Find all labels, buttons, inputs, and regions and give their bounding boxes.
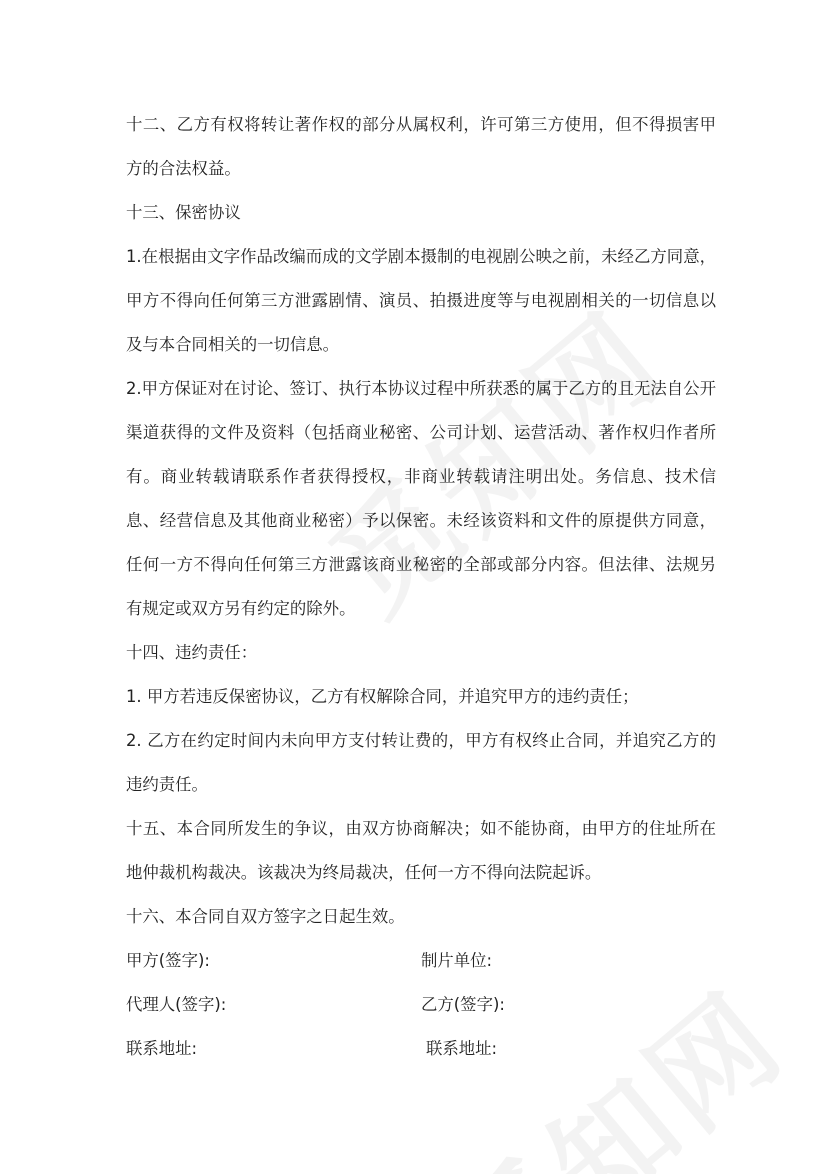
agent-signature-label: 代理人(签字): [126, 995, 227, 1014]
production-unit-label: 制片单位: [421, 951, 493, 970]
party-a-signature-label: 甲方(签字): [126, 951, 210, 970]
party-b-signature-label: 乙方(签字): [421, 995, 505, 1014]
party-a-address-label: 联系地址: [126, 1039, 198, 1058]
clause-13-item-1: 1.在根据由文字作品改编而成的文学剧本摄制的电视剧公映之前，未经乙方同意，甲方不得向任何第三方泄露剧情、演员、拍摄进度等与电视剧相关的一切信息以及与本合同相关的一切信息。 [126, 247, 716, 354]
signature-row [126, 939, 716, 983]
clause-16: 十六、本合同自双方签字之日起生效。 [126, 907, 405, 926]
clause-14-item-1: 1. 甲方若违反保密协议，乙方有权解除合同，并追究甲方的违约责任； [126, 687, 639, 706]
signature-row [126, 983, 716, 1027]
clause-12: 十二、乙方有权将转让著作权的部分从属权利，许可第三方使用，但不得损害甲方的合法权益。 [126, 115, 716, 178]
party-b-address-label: 联系地址: [426, 1039, 498, 1058]
clause-13-item-2: 2.甲方保证对在讨论、签订、执行本协议过程中所获悉的属于乙方的且无法自公开渠道获得的文件及资料（包括商业秘密、公司计划、运营活动、著作权归作者所有。商业转载请联系作者获得授权，非商业转载请注明出处。务信息、技术信息、经营信息及其他商业秘密）予以保密。未经该资料和文件的原提供方同意，任何一方不得向任何第三方泄露该商业秘密的全部或部分内容。但法律、法规另有规定或双方另有约定的除外。 [126, 379, 716, 618]
clause-13-heading: 十三、保密协议 [126, 203, 241, 222]
clause-15: 十五、本合同所发生的争议，由双方协商解决；如不能协商，由甲方的住址所在地仲裁机构裁决。该裁决为终局裁决，任何一方不得向法院起诉。 [126, 819, 716, 882]
clause-14-heading: 十四、违约责任： [126, 643, 258, 662]
contract-body [126, 103, 716, 1071]
clause-14-item-2: 2. 乙方在约定时间内未向甲方支付转让费的，甲方有权终止合同，并追究乙方的违约责任。 [126, 731, 716, 794]
signature-row [126, 1027, 716, 1071]
